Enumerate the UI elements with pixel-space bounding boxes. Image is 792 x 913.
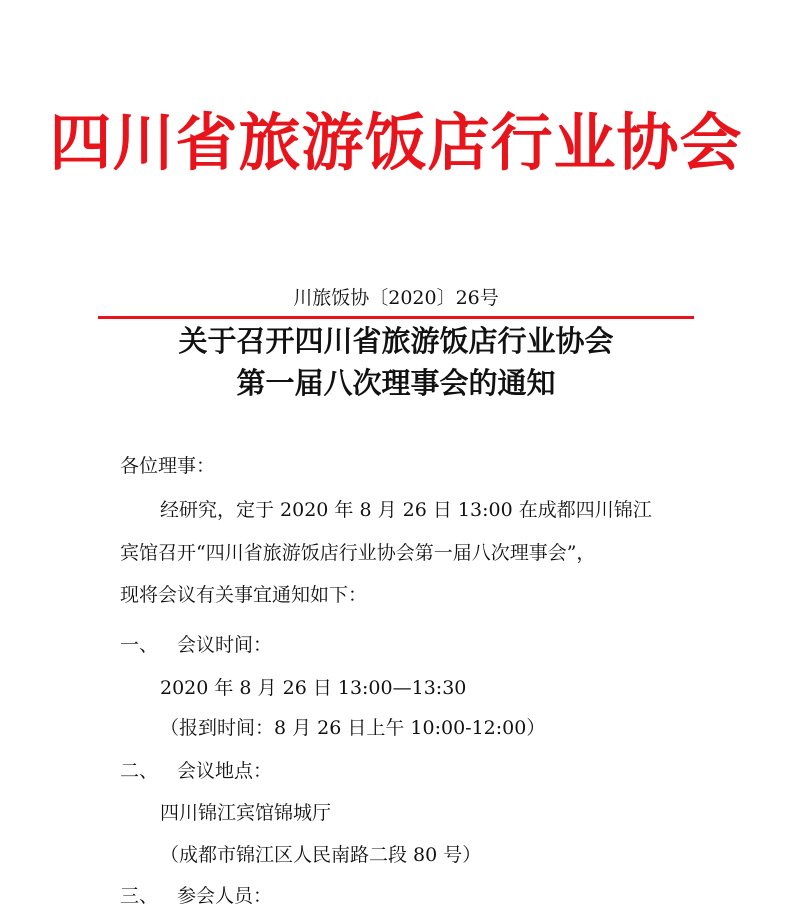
section-line: （成都市锦江区人民南路二段 80 号） [160,844,482,866]
section-number: 一、 [120,634,159,656]
notice-title-line-2: 第一届八次理事会的通知 [236,366,556,400]
notice-title-line-1: 关于召开四川省旅游饭店行业协会 [178,324,614,358]
red-divider-line [98,316,694,319]
salutation: 各位理事： [120,455,216,477]
section-line: 四川锦江宾馆锦城厅 [160,802,332,824]
intro-line: 经研究，定于 2020 年 8 月 26 日 13:00 在成都四川锦江 [160,499,652,521]
document-number: 川旅饭协〔2020〕26号 [293,287,499,309]
section-heading: 参会人员： [177,885,273,907]
section-heading: 会议时间： [177,634,273,656]
intro-line: 宾馆召开“四川省旅游饭店行业协会第一届八次理事会”， [120,542,596,564]
intro-line: 现将会议有关事宜通知如下： [120,584,368,606]
section-line: （报到时间：8 月 26 日上午 10:00-12:00） [160,717,546,739]
section-number: 三、 [120,885,159,907]
section-heading: 会议地点： [177,760,273,782]
org-letterhead: 四川省旅游饭店行业协会 [49,106,743,179]
section-number: 二、 [120,760,159,782]
section-line: 2020 年 8 月 26 日 13:00—13:30 [160,677,467,699]
